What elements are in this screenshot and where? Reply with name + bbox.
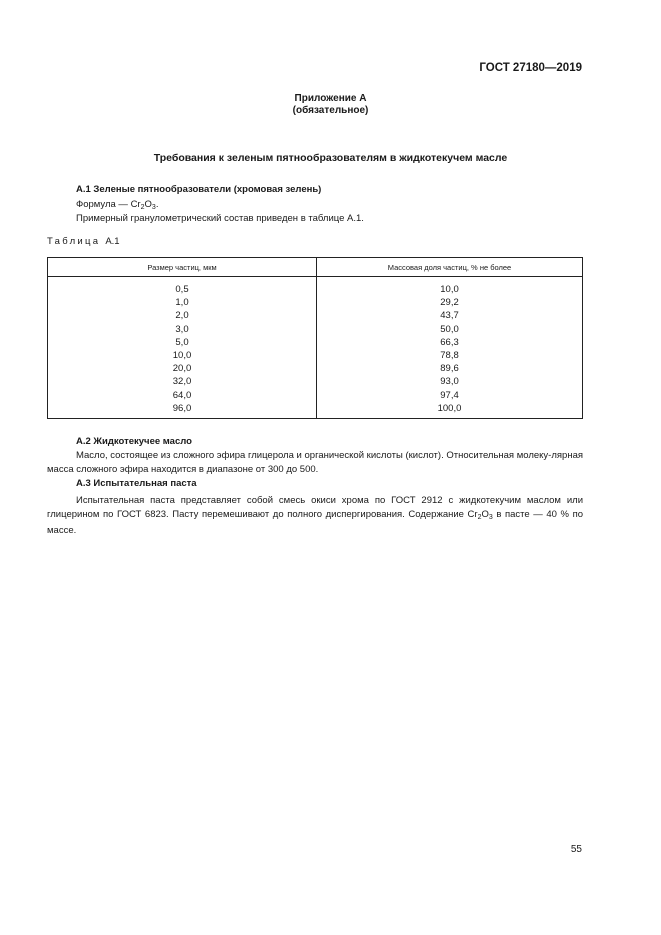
a3-heading: А.3 Испытательная паста — [76, 478, 197, 489]
standard-code: ГОСТ 27180—2019 — [479, 62, 582, 74]
table-row — [48, 349, 583, 362]
table-cell-size: 2,0 — [48, 309, 317, 322]
table-caption — [47, 236, 120, 247]
a1-text: Примерный гранулометрический состав приведен в таблице А.1. — [76, 213, 364, 224]
a3-sub2: 3 — [488, 513, 493, 521]
a3-text-part2: в пасте — 40 % по массе. — [47, 508, 584, 536]
table-cell-fraction: 10,0 — [317, 283, 583, 296]
table-row — [48, 323, 583, 336]
table-row — [48, 296, 583, 309]
a1-formula-sub2: 3 — [151, 204, 156, 211]
table-cell-fraction: 29,2 — [317, 296, 583, 309]
table-cell-size: 5,0 — [48, 336, 317, 349]
table-header-fraction: Массовая доля частиц, % не более — [317, 258, 583, 277]
table-row — [48, 336, 583, 349]
table-cell-fraction: 50,0 — [317, 323, 583, 336]
a3-text — [47, 494, 583, 538]
table-cell-fraction: 66,3 — [317, 336, 583, 349]
a3-text-part1: Испытательная паста представляет собой смесь окиси хрома по ГОСТ 2912 с жидкотекучим маслом или глицерином по ГОСТ 6823. Пасту перемешивают до полного диспергирования. Содержание Cr — [47, 495, 583, 520]
table-cell-size: 0,5 — [48, 283, 317, 296]
table-cell-fraction: 78,8 — [317, 349, 583, 362]
table-row — [48, 362, 583, 375]
a3-mid: O — [481, 508, 489, 520]
table-cell-size: 20,0 — [48, 362, 317, 375]
table-cell-size: 10,0 — [48, 349, 317, 362]
table-row — [48, 375, 583, 388]
appendix-status: (обязательное) — [292, 105, 369, 116]
appendix-title: Приложение А — [294, 93, 367, 104]
table-cell-size: 64,0 — [48, 389, 317, 402]
a1-heading: А.1 Зеленые пятнообразователи (хромовая зелень) — [76, 184, 322, 195]
table-cell-size: 32,0 — [48, 375, 317, 388]
table-header-size: Размер частиц, мкм — [48, 258, 317, 277]
a2-text: Масло, состоящее из сложного эфира глицерола и органической кислоты (кислот). Относительная молеку-лярная масса сложного эфира находится в диапазоне от 300 до 500. — [47, 450, 583, 475]
table-caption-number: А.1 — [105, 236, 120, 247]
table-row — [48, 389, 583, 402]
table-row — [48, 402, 583, 419]
table-cell-size: 3,0 — [48, 323, 317, 336]
table-cell-fraction: 93,0 — [317, 375, 583, 388]
section-title: Требования к зеленым пятнообразователям в жидкотекучем масле — [153, 152, 508, 164]
table-cell-size: 1,0 — [48, 296, 317, 309]
table-row — [48, 309, 583, 322]
a1-formula-end: . — [155, 199, 159, 210]
table-row — [48, 283, 583, 296]
table-cell-size: 96,0 — [48, 402, 317, 419]
table-cell-fraction: 97,4 — [317, 389, 583, 402]
granulometric-table — [47, 257, 583, 419]
a1-formula-prefix: Формула — Cr — [76, 199, 141, 210]
a2-heading: А.2 Жидкотекучее масло — [76, 436, 192, 447]
table-caption-word: Таблица — [47, 236, 101, 247]
a1-formula-sub1: 2 — [140, 204, 145, 211]
page-number: 55 — [570, 844, 582, 855]
table-cell-fraction: 100,0 — [317, 402, 583, 419]
table-cell-fraction: 43,7 — [317, 309, 583, 322]
a3-sub1: 2 — [477, 513, 482, 521]
table-cell-fraction: 89,6 — [317, 362, 583, 375]
a1-formula-mid: O — [144, 199, 152, 210]
